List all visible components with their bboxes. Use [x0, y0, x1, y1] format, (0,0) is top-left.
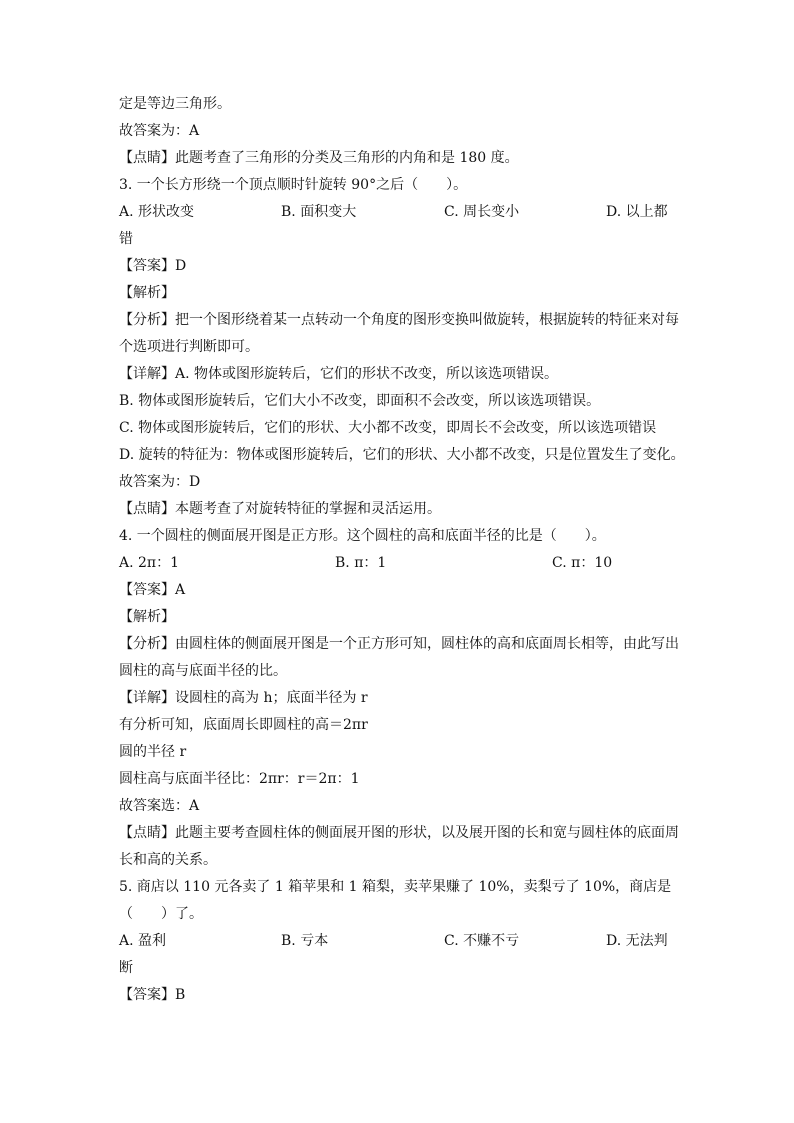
answer-line: 【答案】B	[119, 987, 186, 1003]
answer-line: 【答案】A	[119, 582, 186, 598]
answer-line: 故答案为：A	[119, 123, 200, 139]
detail-line: B. 物体或图形旋转后，它们大小不改变，即面积不会改变，所以该选项错误。	[119, 393, 601, 409]
option-c: C. 不赚不亏	[444, 933, 520, 949]
question-4: 4. 一个圆柱的侧面展开图是正方形。这个圆柱的高和底面半径的比是（ ）。	[119, 528, 606, 544]
question-5-options	[119, 932, 679, 959]
question-3: 3. 一个长方形绕一个顶点顺时针旋转 90°之后（ ）。	[119, 177, 468, 193]
option-a: A. 盈利	[119, 933, 167, 949]
document-body	[119, 95, 685, 1013]
text-line: 断	[119, 960, 133, 976]
answer-line: 故答案选：A	[119, 798, 200, 814]
question-5: 5. 商店以 110 元各卖了 1 箱苹果和 1 箱梨，卖苹果赚了 10%，卖梨亏了 10%，商店是	[119, 879, 672, 895]
text-line: 定是等边三角形。	[119, 96, 231, 112]
text-line: 长和高的关系。	[119, 852, 217, 868]
option-d: D. 以上都	[606, 204, 668, 220]
detail-line: 有分析可知，底面周长即圆柱的高＝2πr	[119, 717, 368, 733]
analysis-heading: 【解析】	[119, 285, 175, 301]
option-b: B. π：1	[335, 555, 387, 571]
comment-line: 【点睛】此题考查了三角形的分类及三角形的内角和是 180 度。	[119, 150, 519, 166]
answer-line: 【答案】D	[119, 258, 187, 274]
text-line: （ ）了。	[119, 906, 203, 922]
text-line: 错	[119, 231, 133, 247]
text-line: 圆柱的高与底面半径的比。	[119, 663, 287, 679]
analysis-heading: 【解析】	[119, 609, 175, 625]
detail-line: 【详解】设圆柱的高为 h；底面半径为 r	[119, 690, 368, 706]
option-a: A. 形状改变	[119, 204, 195, 220]
question-3-options	[119, 203, 679, 230]
option-c: C. π：10	[552, 555, 613, 571]
text-line: 个选项进行判断即可。	[119, 339, 259, 355]
analysis-line: 【分析】把一个图形绕着某一点转动一个角度的图形变换叫做旋转，根据旋转的特征来对每	[119, 312, 679, 328]
answer-line: 故答案为：D	[119, 474, 201, 490]
comment-line: 【点睛】此题主要考查圆柱体的侧面展开图的形状，以及展开图的长和宽与圆柱体的底面周	[119, 825, 679, 841]
option-d: D. 无法判	[606, 933, 668, 949]
option-b: B. 亏本	[281, 933, 329, 949]
question-4-options	[119, 554, 679, 581]
detail-line: 【详解】A. 物体或图形旋转后，它们的形状不改变，所以该选项错误。	[119, 366, 559, 382]
detail-line: C. 物体或图形旋转后，它们的形状、大小都不改变，即周长不会改变，所以该选项错误	[119, 420, 657, 436]
comment-line: 【点睛】本题考查了对旋转特征的掌握和灵活运用。	[119, 501, 441, 517]
option-b: B. 面积变大	[281, 204, 357, 220]
option-a: A. 2π：1	[119, 555, 180, 571]
detail-line: 圆柱高与底面半径比：2πr：r＝2π：1	[119, 771, 360, 787]
detail-line: D. 旋转的特征为：物体或图形旋转后，它们的形状、大小都不改变，只是位置发生了变化。	[119, 447, 685, 463]
analysis-line: 【分析】由圆柱体的侧面展开图是一个正方形可知，圆柱体的高和底面周长相等，由此写出	[119, 636, 679, 652]
option-c: C. 周长变小	[444, 204, 520, 220]
detail-line: 圆的半径 r	[119, 744, 187, 760]
